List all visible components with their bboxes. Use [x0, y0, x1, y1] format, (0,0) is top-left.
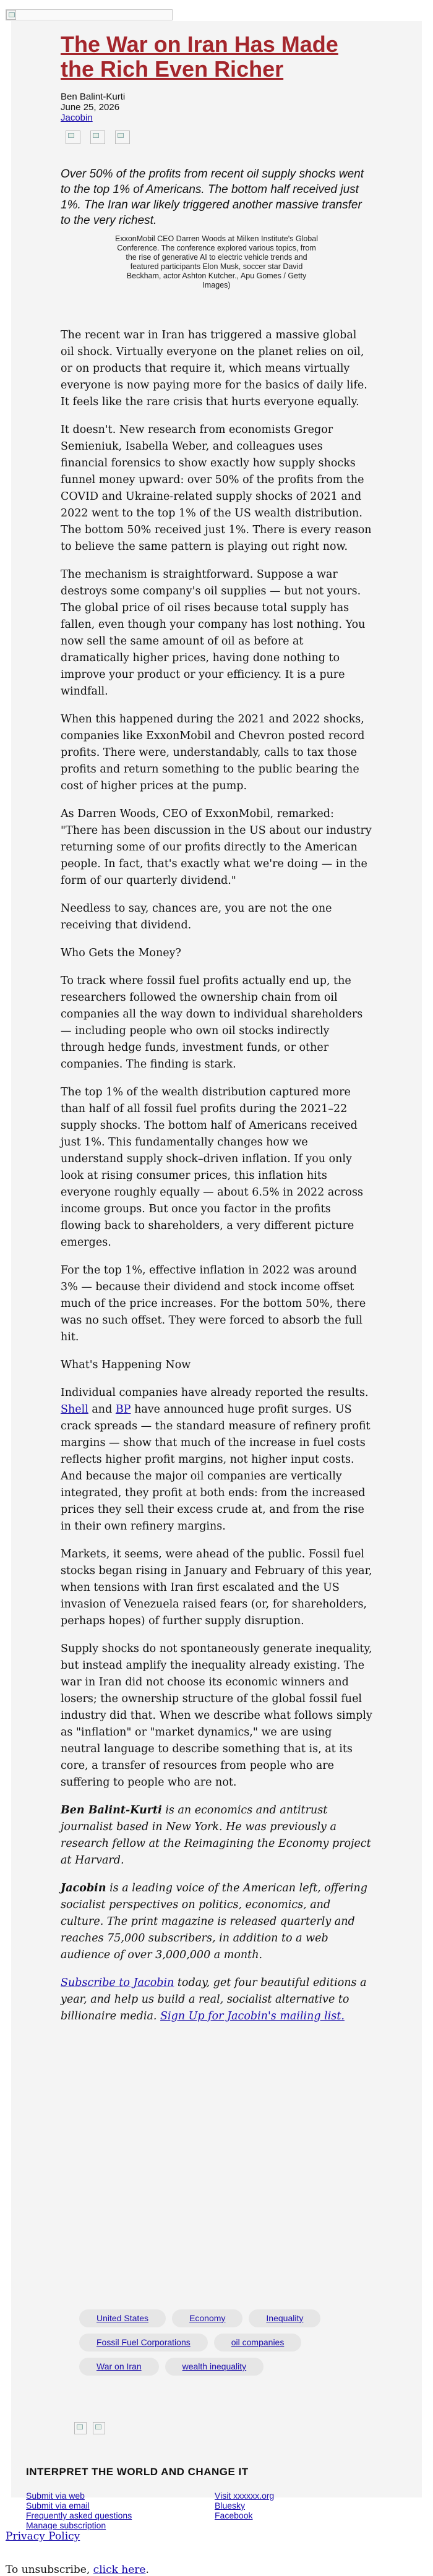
- tag-oil-companies[interactable]: oil companies: [214, 2334, 302, 2351]
- promo-heading: INTERPRET THE WORLD AND CHANGE IT: [26, 2466, 249, 2478]
- author-bio: [61, 1802, 372, 1869]
- publish-date: June 25, 2026: [61, 102, 120, 113]
- header-banner-image: [6, 9, 173, 20]
- manage-subscription-link[interactable]: Manage subscription: [26, 2520, 106, 2530]
- author-bio-name: Ben Balint-Kurti: [61, 1804, 162, 1816]
- visit-site-link[interactable]: Visit xxxxxx.org: [215, 2491, 275, 2501]
- subscribe-text: today, get four beautiful editions a year, and help us build a real, socialist alternative to billionaire media.: [61, 1977, 367, 2022]
- publication-bio: [61, 1880, 372, 1964]
- email-footer: [6, 2530, 149, 2576]
- email-card: [11, 21, 422, 2530]
- share-icon-bottom-1[interactable]: [74, 2422, 87, 2434]
- shell-link[interactable]: Shell: [61, 1403, 88, 1416]
- paragraph: It doesn't. New research from economists Gregor Semieniuk, Isabella Weber, and colleagues uses financial forensics to show exactly how supply shocks funnel money upward: over 50% of the profits from the COVID and Ukraine-related supply shocks of 2021 and 2022 went to the top 1% of the US wealth distribution. The bottom 50% received just 1%. There is every reason to believe the same pattern is playing out right now.: [61, 424, 372, 553]
- share-icon-2[interactable]: [90, 131, 105, 144]
- submit-email-link[interactable]: Submit via email: [26, 2501, 90, 2510]
- paragraph: To track where fossil fuel profits actually end up, the researchers followed the ownership chain from oil companies all the way down to individual shareholders — including people who own oil stocks indirectly through hedge funds, investment funds, or other companies. The finding is stark.: [61, 975, 363, 1071]
- promo-links-right: [215, 2491, 403, 2530]
- paragraph: For the top 1%, effective inflation in 2022 was around 3% — because their dividend and stock income offset much of the price increases. For the bottom 50%, there was no such offset. They were forced to absorb the full hit.: [61, 1264, 366, 1343]
- paragraph: The mechanism is straightforward. Suppose a war destroys some company's oil supplies — but not yours. The global price of oil rises because total supply has fallen, even though your company has lost nothing. You now sell the same amount of oil as before at dramatically higher prices, having done nothing to improve your product or your efficiency. It is a pure windfall.: [61, 568, 366, 698]
- unsubscribe-link[interactable]: click here: [93, 2564, 146, 2576]
- share-icon-1[interactable]: [66, 131, 80, 144]
- mailing-list-link[interactable]: Sign Up for Jacobin's mailing list.: [160, 2010, 345, 2022]
- paragraph: Supply shocks do not spontaneously generate inequality, but instead amplify the inequality already existing. The war in Iran did not choose its economic winners and losers; the ownership structure of the global fossil fuel industry did that. When we describe what follows simply as "inflation" or "market dynamics," we are using neutral language to describe something that is, at its core, a transfer of resources from people who are suffering to people who are not.: [61, 1643, 372, 1789]
- paragraph: Needless to say, chances are, you are not the one receiving that dividend.: [61, 902, 332, 931]
- share-icon-3[interactable]: [115, 131, 130, 144]
- facebook-link[interactable]: Facebook: [215, 2510, 253, 2520]
- paragraph: The top 1% of the wealth distribution captured more than half of all fossil fuel profits during the 2021–22 supply shocks. The bottom half of Americans received just 1%. This fundamentally changes how we understand supply shock–driven inflation. If you only look at rising consumer prices, this inflation hits everyone roughly equally — about 6.5% in 2022 across income groups. But once you factor in the profits flowing back to shareholders, a very different picture emerges.: [61, 1086, 363, 1249]
- article-body: [61, 327, 372, 2025]
- tag-inequality[interactable]: Inequality: [249, 2309, 320, 2327]
- paragraph: The recent war in Iran has triggered a massive global oil shock. Virtually everyone on the planet relies on oil, or on products that require it, which means virtually everyone is now paying more for the basics of daily life. It feels like the rare crisis that hurts everyone equally.: [61, 329, 367, 408]
- paragraph: When this happened during the 2021 and 2022 shocks, companies like ExxonMobil and Chevron posted record profits. There were, understandably, calls to tax those profits and return something to the public bearing the cost of higher prices at the pump.: [61, 713, 365, 792]
- promo-links-left: [26, 2491, 215, 2530]
- text: Individual companies have already reported the results.: [61, 1387, 369, 1399]
- tag-economy[interactable]: Economy: [172, 2309, 242, 2327]
- article-title[interactable]: The War on Iran Has Made the Rich Even Richer: [61, 32, 338, 82]
- paragraph-companies: [61, 1385, 372, 1535]
- subscribe-link[interactable]: Subscribe to Jacobin: [61, 1977, 174, 1989]
- text: have announced huge profit surges. US crack spreads — the standard measure of refinery profit margins — show that much of the increase in fuel costs reflects higher profit margins, not higher input costs. And because the major oil companies are vertically integrated, they profit at both ends: from the increased prices they sell their excess crude at, and from the rise in their own refinery margins.: [61, 1403, 371, 1533]
- publication-link[interactable]: Jacobin: [61, 113, 93, 123]
- share-icon-bottom-2[interactable]: [93, 2422, 105, 2434]
- section-heading-whats-happening: What's Happening Now: [61, 1359, 191, 1371]
- tag-united-states[interactable]: United States: [79, 2309, 166, 2327]
- unsubscribe-text: To unsubscribe,: [6, 2564, 93, 2576]
- publication-bio-text: is a leading voice of the American left, offering socialist perspectives on politics, economics, and culture. The print magazine is released quarterly and reaches 75,000 subscribers, in addition to a web audience of over 3,000,000 a month.: [61, 1882, 367, 1961]
- unsubscribe-end: .: [145, 2564, 149, 2576]
- text: and: [88, 1403, 116, 1416]
- promo-links: [26, 2491, 409, 2530]
- privacy-policy-link[interactable]: Privacy Policy: [6, 2530, 80, 2543]
- author-bio-text: is an economics and antitrust journalist based in New York. He was previously a research fellow at the Reimagining the Economy project at Harvard.: [61, 1804, 371, 1867]
- unsubscribe-line: [6, 2564, 149, 2576]
- faq-link[interactable]: Frequently asked questions: [26, 2510, 132, 2520]
- bp-link[interactable]: BP: [115, 1403, 131, 1416]
- submit-web-link[interactable]: Submit via web: [26, 2491, 85, 2501]
- byline: [61, 92, 372, 123]
- broken-image-icon: [6, 10, 16, 20]
- subscribe-pitch: [61, 1975, 372, 2025]
- tag-list: [79, 2309, 351, 2376]
- paragraph: As Darren Woods, CEO of ExxonMobil, remarked: "There has been discussion in the US about our industry returning some of our profits directly to the American people. In fact, that's exactly what we're doing — in the form of our quarterly dividend.": [61, 808, 372, 887]
- bottom-share-icons: [74, 2422, 105, 2434]
- image-caption: ExxonMobil CEO Darren Woods at Milken Institute's Global Conference. The conference explored various topics, from the rise of generative AI to electric vehicle trends and featured participants Elon Musk, soccer star David Beckham, actor Ashton Kutcher., Apu Gomes / Getty Images): [115, 234, 318, 289]
- tag-fossil-fuel-corporations[interactable]: Fossil Fuel Corporations: [79, 2334, 208, 2351]
- tag-wealth-inequality[interactable]: wealth inequality: [165, 2358, 264, 2376]
- share-icons: [61, 131, 372, 144]
- article-content: [61, 32, 372, 2036]
- promo-section: [26, 2466, 409, 2530]
- author-name: Ben Balint-Kurti: [61, 92, 126, 102]
- bluesky-link[interactable]: Bluesky: [215, 2501, 246, 2510]
- section-heading-who-gets-money: Who Gets the Money?: [61, 947, 181, 959]
- article-lede: Over 50% of the profits from recent oil supply shocks went to the top 1% of Americans. The bottom half received just 1%. The Iran war likely triggered another massive transfer to the very richest.: [61, 168, 364, 227]
- publication-bio-name: Jacobin: [61, 1882, 106, 1894]
- tag-war-on-iran[interactable]: War on Iran: [79, 2358, 159, 2376]
- paragraph: Markets, it seems, were ahead of the public. Fossil fuel stocks began rising in January and February of this year, when tensions with Iran first escalated and the US invasion of Venezuela raised fears (or, for shareholders, perhaps hopes) of further supply disruption.: [61, 1548, 372, 1627]
